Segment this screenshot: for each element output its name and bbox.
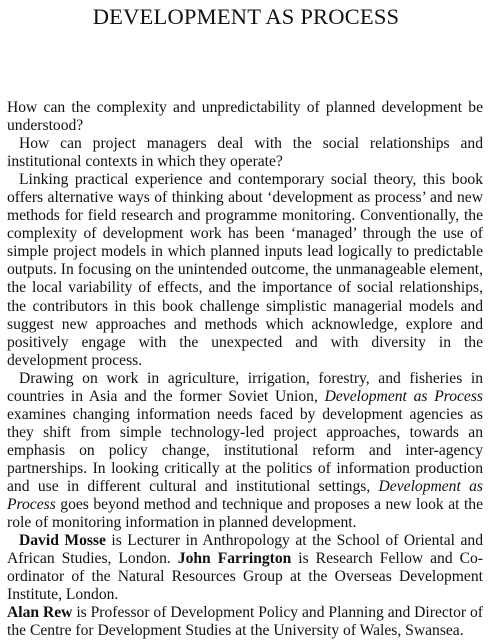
scope-text-b: examines changing information needs faced by development agencies as they shift from simple technology-led project approaches, towards an emphasis on policy change, institutional reform and inter-agency partnerships. In looking critically at the politics of information production and use in different cultural and institutional settings, [7, 405, 483, 495]
body-text [7, 99, 483, 640]
paragraph-authors [7, 532, 483, 604]
scope-text-a: Drawing on work in agriculture, irrigation, forestry, and fisheries in countries in Asia and the former Soviet Union, [7, 369, 483, 405]
paragraph-question-1: How can the complexity and unpredictability of planned development be understood? [7, 99, 483, 135]
paragraph-overview: Linking practical experience and contemporary social theory, this book offers alternative ways of thinking about ‘development as process’ and new methods for field research and programme monitoring. Conventionally, the complexity of development work has been ‘managed’ through the use of simple project models in which planned inputs lead logically to predictable outputs. In focusing on the unintended outcome, the unmanageable element, the local variability of effects, and the importance of social relationships, the contributors in this book challenge simplistic managerial models and suggest new approaches and methods which acknowledge, explore and positively engage with the unexpected and with diversity in the development process. [7, 171, 483, 369]
author-name-rew: Alan Rew [7, 604, 73, 622]
author-bio-mosse: is Lecturer in Anthropology at the School of Oriental and African Studies, London. [7, 532, 483, 568]
scope-text-c: goes beyond method and technique and proposes a new look at the role of monitoring information in planned development. [7, 496, 483, 532]
author-bio-farrington: is Research Fellow and Co-ordinator of the Natural Resources Group at the Overseas Development Institute, London. [7, 550, 483, 604]
page-title: DEVELOPMENT AS PROCESS [92, 4, 400, 29]
author-name-mosse: David Mosse [19, 532, 106, 550]
author-bio-rew: is Professor of Development Policy and Planning and Director of the Centre for Development Studies at the University of Wales, Swansea. [7, 604, 484, 640]
paragraph-question-2: How can project managers deal with the social relationships and institutional contexts in which they operate? [7, 135, 483, 171]
author-name-farrington: John Farrington [177, 550, 292, 568]
paragraph-author-rew [7, 604, 483, 640]
paragraph-scope [7, 370, 483, 532]
book-title-italic: Development as Process [324, 387, 483, 405]
book-title-italic-2: Development as Process [7, 477, 483, 514]
